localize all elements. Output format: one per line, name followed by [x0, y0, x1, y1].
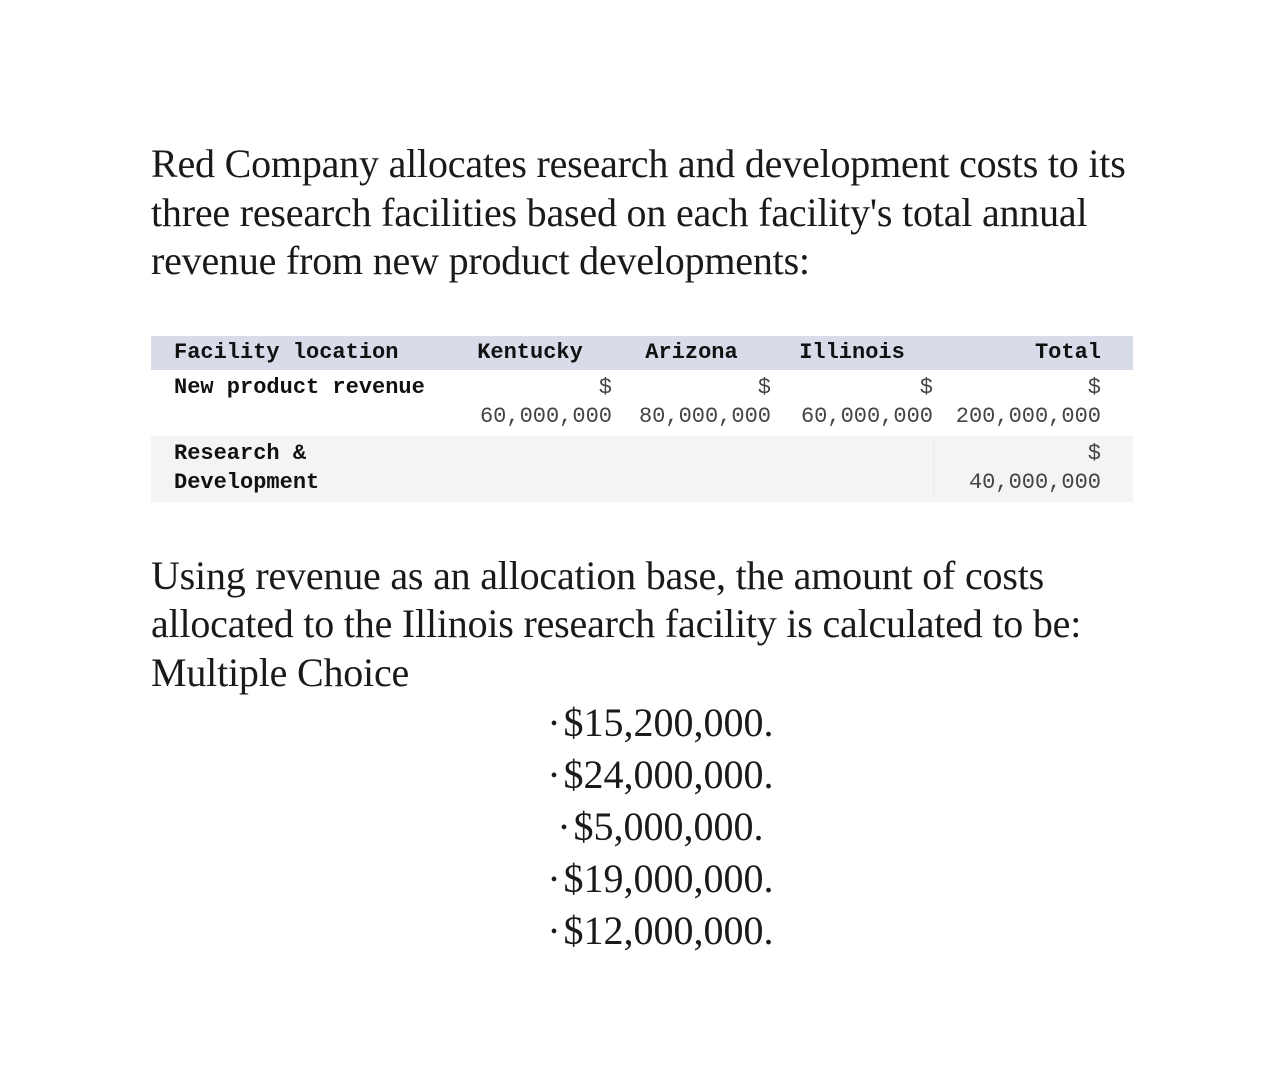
bullet-icon: •	[560, 816, 568, 839]
header-kentucky: Kentucky	[448, 336, 612, 370]
choice-label: $15,200,000.	[563, 700, 774, 745]
bullet-icon: •	[550, 920, 558, 943]
choice-option[interactable]	[151, 855, 1173, 907]
section-label: Multiple Choice	[151, 649, 410, 695]
cell-total-rnd: $ 40,000,000	[933, 436, 1133, 502]
header-arizona: Arizona	[612, 336, 771, 370]
cell-kentucky-revenue: $ 60,000,000	[479, 374, 612, 429]
cell-arizona-rnd	[612, 436, 771, 502]
bullet-icon: •	[550, 764, 558, 787]
header-illinois: Illinois	[771, 336, 933, 370]
facility-table	[151, 336, 1133, 502]
cell-illinois-revenue: $ 60,000,000	[800, 374, 933, 429]
table-row-revenue	[151, 370, 1133, 436]
choice-label: $19,000,000.	[563, 856, 774, 902]
table-row-rnd	[151, 436, 1133, 502]
intro-text: Red Company allocates research and development costs to its three research facilities based on each facility's total annual revenue from new product developments:	[151, 141, 1126, 283]
question-text	[151, 552, 1133, 698]
choice-option[interactable]	[151, 751, 1173, 803]
question-prompt: Using revenue as an allocation base, the amount of costs allocated to the Illinois research facility is calculated to be:	[151, 552, 1082, 646]
choice-label: $5,000,000.	[573, 804, 764, 850]
choice-option[interactable]	[151, 699, 1173, 751]
header-total: Total	[933, 336, 1133, 370]
cell-total-revenue: $ 200,000,000	[955, 374, 1101, 429]
bullet-icon: •	[550, 868, 558, 891]
table-header-row	[151, 336, 1133, 370]
choice-option[interactable]	[151, 803, 1173, 855]
choice-label: $24,000,000.	[563, 752, 774, 798]
cell-arizona-revenue: $ 80,000,000	[638, 374, 771, 429]
header-facility-location: Facility location	[151, 336, 448, 370]
bullet-icon: •	[550, 712, 558, 735]
cell-kentucky-rnd	[448, 436, 612, 502]
choice-option[interactable]	[151, 907, 1173, 959]
choices-list	[151, 699, 1173, 959]
row-label-rnd: Research & Development	[151, 436, 448, 502]
choice-label: $12,000,000.	[563, 908, 774, 954]
cell-illinois-rnd	[771, 436, 933, 502]
row-label-revenue: New product revenue	[174, 374, 425, 400]
question-content	[151, 140, 1133, 959]
